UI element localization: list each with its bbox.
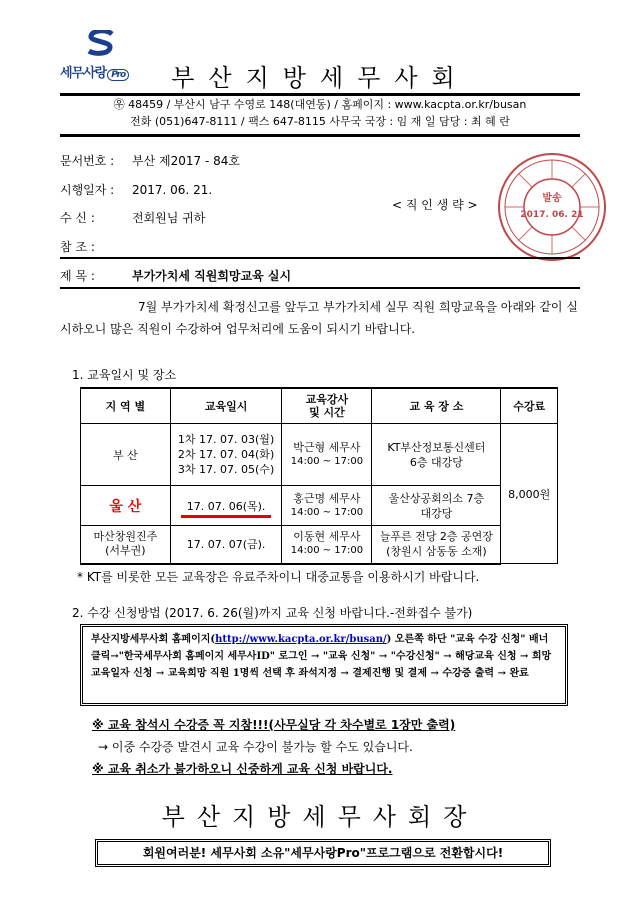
warning-no-cancel: ※ 교육 취소가 불가하오니 신중하게 교육 신청 바랍니다. <box>92 762 393 776</box>
table-row <box>81 526 558 564</box>
logo-brand: 세무사랑 Pro <box>60 62 129 81</box>
official-seal-stamp-icon <box>496 151 608 263</box>
venue-cell: 늘푸른 전당 2층 공연장 (창원시 삼동동 소재) <box>372 526 501 564</box>
homepage-link[interactable]: http://www.kacpta.or.kr/busan/ <box>215 634 387 645</box>
warning-bring-ticket: ※ 교육 참석시 수강증 꼭 지참!!!(사무실당 각 차수별로 1장만 출력) <box>92 718 456 732</box>
seal-omitted-note: < 직 인 생 략 > <box>392 198 478 212</box>
dates-cell: 17. 07. 06(목). <box>170 486 282 526</box>
header-fee: 수강료 <box>501 388 558 424</box>
dates-cell: 1차 17. 07. 03(월) 2차 17. 07. 04(화) 3차 17. 07. 05(수) <box>170 424 282 486</box>
parking-note: * KT를 비롯한 모든 교육장은 유료주차이니 대중교통을 이용하시기 바랍니다. <box>77 570 480 584</box>
instructor-cell: 이동현 세무사 14:00 ~ 17:00 <box>282 526 372 564</box>
header-venue: 교 육 장 소 <box>372 388 501 424</box>
footer-signatory: 부산지방세무사회장 <box>161 803 479 831</box>
date-row: 시행일자 : 2017. 06. 21. <box>60 183 213 197</box>
org-title: 부산지방세무사회 <box>171 64 469 92</box>
logo <box>58 30 148 82</box>
footer-slogan: 회원여러분! 세무사회 소유"세무사랑Pro"프로그램으로 전환합시다! <box>95 839 551 867</box>
application-instructions-box: 부산지방세무사회 홈페이지(http://www.kacpta.or.kr/busan/) 오른쪽 하단 "교육 수강 신청" 배너 클릭→"한국세무사회 홈페이지 세무사ID" 로그인 → "교육 신청" → "수강신청" → 해당교육 신청 → 희망 교육일자 신청 → 교육희망 직원 1명씩 선택 후 좌석지정 → 결제진행 및 결제 → 수강증 출력 → 완료 <box>80 624 568 706</box>
dates-cell: 17. 07. 07(금). <box>170 526 282 564</box>
recipient-row: 수 신 : 전회원님 귀하 <box>60 211 206 225</box>
svg-text:발송: 발송 <box>542 193 562 204</box>
logo-s-mark-icon <box>86 30 116 56</box>
table-header-row <box>81 388 558 424</box>
reference-row: 참 조 : <box>60 240 95 254</box>
svg-text:2017. 06. 21: 2017. 06. 21 <box>520 210 584 220</box>
contact-line: 전화 (051)647-8111 / 팩스 647-8115 사무국 국장 : 임 재 일 담당 : 최 혜 란 <box>130 115 510 128</box>
section2-heading: 2. 수강 신청방법 (2017. 6. 26(월)까지 교육 신청 바랍니다.-전화접수 불가) <box>72 606 473 620</box>
header-dates: 교육일시 <box>170 388 282 424</box>
subject-row: 제 목 : 부가가치세 직원희망교육 실시 <box>60 269 292 283</box>
instructor-cell: 홍근명 세무사 14:00 ~ 17:00 <box>282 486 372 526</box>
warning-duplicate: → 이중 수강증 발견시 교육 수강이 불가능 할 수도 있습니다. <box>98 740 413 754</box>
fee-cell: 8,000원 <box>501 424 558 564</box>
table-row <box>81 424 558 486</box>
instructor-cell: 박근형 세무사 14:00 ~ 17:00 <box>282 424 372 486</box>
address-line: ㉾ 48459 / 부산시 남구 수영로 148(대연동) / 홈페이지 : www.kacpta.or.kr/busan <box>113 98 527 111</box>
address-box <box>60 93 580 137</box>
region-cell: 부 산 <box>81 424 171 486</box>
table-row <box>81 486 558 526</box>
schedule-table <box>80 387 558 565</box>
region-cell: 마산창원진주 (서부권) <box>81 526 171 564</box>
doc-number-row: 문서번호 : 부산 제2017 - 84호 <box>60 154 240 168</box>
header-region: 지 역 별 <box>81 388 171 424</box>
body-paragraph: 7월 부가가치세 확정신고를 앞두고 부가가치세 실무 직원 희망교육을 아래와 같이 실시하오니 많은 직원이 수강하여 업무처리에 도움이 되시기 바랍니다. <box>60 300 578 336</box>
divider-top <box>60 257 580 259</box>
header-instructor: 교육강사 및 시간 <box>282 388 372 424</box>
region-cell: 울 산 <box>81 486 171 526</box>
venue-cell: 울산상공회의소 7층 대강당 <box>372 486 501 526</box>
divider-bottom <box>60 287 580 289</box>
venue-cell: KT부산정보통신센터 6층 대강당 <box>372 424 501 486</box>
section1-heading: 1. 교육일시 및 장소 <box>72 368 177 382</box>
